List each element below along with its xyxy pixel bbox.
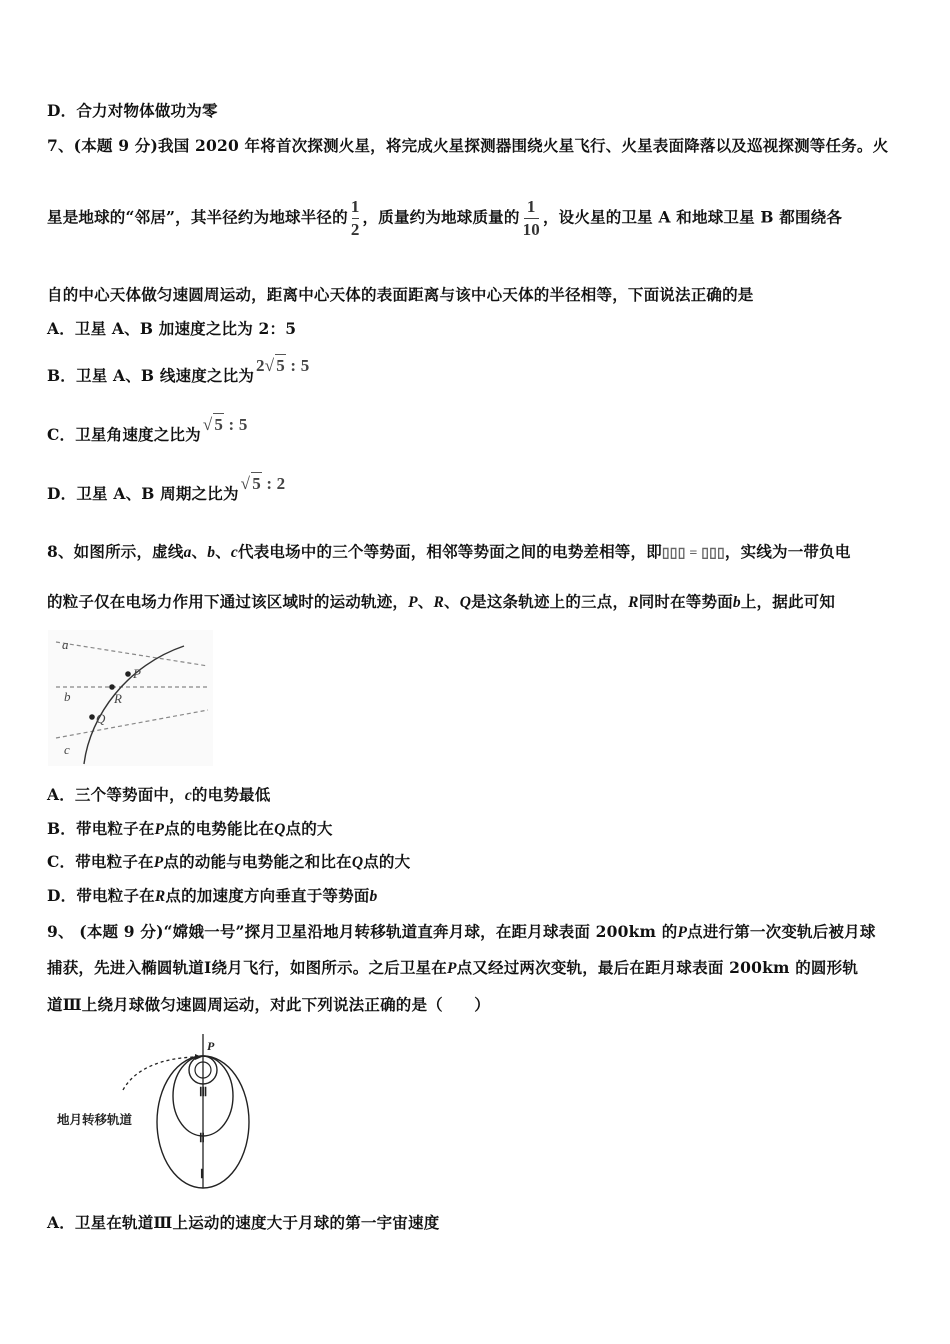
- symbol-c: c: [184, 787, 192, 804]
- q7-option-c-ratio: √ 5 : 5: [202, 415, 248, 434]
- label-p: P: [133, 666, 141, 681]
- q6-option-d: D．合力对物体做功为零: [47, 101, 218, 120]
- radicand: 5: [276, 356, 285, 375]
- label-transfer-orbit: 地月转移轨道: [57, 1112, 133, 1127]
- q8-stem-part: 的粒子仅在电场力作用下通过该区域时的运动轨迹，: [47, 592, 409, 611]
- option-text: A．三个等势面中，: [47, 785, 185, 804]
- q8-option-d: [47, 885, 377, 908]
- q8-stem-line2: [47, 591, 835, 614]
- label-orbit-2: Ⅱ: [199, 1131, 205, 1145]
- symbol-p: P: [446, 960, 457, 977]
- symbol-b: b: [732, 594, 741, 611]
- q8-stem-part: 是这条轨迹上的三点，: [471, 592, 629, 611]
- point-p: [125, 671, 131, 677]
- option-text: 点的电势能比在: [164, 819, 275, 838]
- symbol-r: R: [433, 594, 445, 611]
- q9-stem-part: 捕获，先进入椭圆轨道Ⅰ绕月飞行，如图所示。之后卫星在: [47, 958, 447, 977]
- q9-stem-part: 点又经过两次变轨，最后在距月球表面 200km 的圆形轨: [456, 958, 859, 977]
- q7-stem-line3: 自的中心天体做匀速圆周运动，距离中心天体的表面距离与该中心天体的半径相等，下面说法正确的是: [47, 285, 754, 304]
- separator: 、: [215, 542, 231, 561]
- symbol-c: c: [230, 544, 238, 561]
- fraction-numerator: 1: [526, 197, 536, 216]
- symbol-p: P: [408, 594, 418, 611]
- symbol-p: P: [154, 821, 165, 838]
- option-text: D．带电粒子在: [47, 886, 155, 905]
- q7-option-a: A．卫星 A、B 加速度之比为 2：5: [47, 319, 297, 338]
- symbol-q: Q: [351, 854, 364, 871]
- q7-stem-line2: [47, 196, 842, 241]
- lunar-orbit-figure: [55, 1032, 255, 1190]
- figure-background: [48, 630, 213, 766]
- q7-stem-line2-part-b: ，质量约为地球质量的: [362, 207, 520, 227]
- label-b: b: [64, 689, 71, 704]
- label-r: R: [114, 691, 122, 706]
- q7-option-d-text: D．卫星 A、B 周期之比为: [47, 484, 239, 503]
- q7-stem-line2-part-a: 星是地球的“邻居”，其半径约为地球半径的: [47, 207, 348, 227]
- fraction-numerator: 1: [350, 197, 360, 216]
- q8-option-c: [47, 851, 410, 874]
- symbol-p: P: [677, 924, 688, 941]
- fraction-denominator: 10: [522, 220, 540, 239]
- ratio-rest: : 2: [266, 474, 286, 493]
- fraction-one-tenth: [523, 196, 540, 241]
- fraction-denominator: 2: [350, 220, 360, 239]
- symbol-q: Q: [459, 594, 472, 611]
- symbol-r: R: [154, 888, 166, 905]
- q8-stem-part: 同时在等势面: [638, 592, 733, 611]
- ratio-rest: : 5: [290, 356, 310, 375]
- q9-stem-line3: 道Ⅲ上绕月球做匀速圆周运动，对此下列说法正确的是（ ）: [47, 995, 490, 1014]
- fraction-one-half: [351, 196, 360, 241]
- q8-option-a: [47, 784, 270, 807]
- option-text: 点的大: [363, 852, 411, 871]
- q7-stem-line1: 7、(本题 9 分)我国 2020 年将首次探测火星，将完成火星探测器围绕火星飞行、火星表面降落以及巡视探测等任务。火: [47, 136, 889, 155]
- radicand: 5: [252, 474, 261, 493]
- separator: 、: [417, 592, 434, 611]
- symbol-b: b: [369, 888, 378, 905]
- option-text: C．带电粒子在: [47, 852, 154, 871]
- label-a: a: [62, 637, 69, 652]
- q8-stem-part: 8、如图所示，虚线: [47, 542, 184, 561]
- q8-option-b: [47, 818, 333, 841]
- q8-stem-line1: [47, 541, 851, 565]
- q7-option-b: [47, 356, 310, 387]
- separator: 、: [444, 592, 460, 611]
- radicand: 5: [214, 415, 224, 434]
- q7-option-d-ratio: √ 5 : 2: [240, 474, 286, 493]
- label-p: P: [207, 1039, 215, 1053]
- q7-stem-line2-part-c: ，设火星的卫星 A 和地球卫星 B 都围绕各: [542, 207, 843, 227]
- q8-stem-part: 代表电场中的三个等势面，相邻等势面之间的电势差相等，即: [238, 542, 662, 561]
- option-text: 点的加速度方向垂直于等势面: [165, 886, 370, 905]
- q9-stem-line2: [47, 957, 858, 980]
- q8-stem-part: ，实线为一带负电: [724, 542, 851, 561]
- option-text: B．带电粒子在: [47, 819, 155, 838]
- q7-option-b-text: B．卫星 A、B 线速度之比为: [47, 366, 255, 385]
- equipotential-figure: [48, 630, 213, 766]
- label-orbit-1: Ⅰ: [200, 1167, 204, 1181]
- label-orbit-3: Ⅲ: [199, 1085, 208, 1099]
- q7-option-d: [47, 474, 286, 505]
- arrow-head-icon: [195, 1054, 202, 1060]
- symbol-q: Q: [274, 821, 286, 838]
- q7-option-c-text: C．卫星角速度之比为: [47, 425, 201, 444]
- separator: 、: [191, 542, 208, 561]
- symbol-p: P: [153, 854, 164, 871]
- q8-stem-part: 上，据此可知: [740, 592, 836, 611]
- label-c: c: [64, 742, 70, 757]
- q9-stem-part: 点进行第一次变轨后被月球: [687, 922, 876, 941]
- point-q: [89, 714, 95, 720]
- option-text: 点的动能与电势能之和比在: [163, 852, 352, 871]
- symbol-b: b: [207, 544, 216, 561]
- potential-equation: ▯▯▯ = ▯▯▯: [661, 546, 725, 561]
- option-text: 点的大: [285, 819, 333, 838]
- q9-stem-part: 9、 (本题 9 分)“嫦娥一号”探月卫星沿地月转移轨道直奔月球，在距月球表面 200km 的: [47, 922, 678, 941]
- symbol-a: a: [183, 544, 192, 561]
- q7-option-c: [47, 415, 248, 446]
- label-q: Q: [96, 711, 106, 726]
- option-text: 的电势最低: [191, 785, 271, 804]
- coefficient: 2: [256, 356, 265, 375]
- point-r: [109, 684, 115, 690]
- q9-option-a: A．卫星在轨道Ⅲ上运动的速度大于月球的第一宇宙速度: [47, 1213, 440, 1232]
- q7-option-b-ratio: 2√ 5 : 5: [256, 356, 310, 375]
- ratio-rest: : 5: [228, 415, 248, 434]
- q9-stem-line1: [47, 921, 876, 944]
- symbol-r: R: [628, 594, 639, 611]
